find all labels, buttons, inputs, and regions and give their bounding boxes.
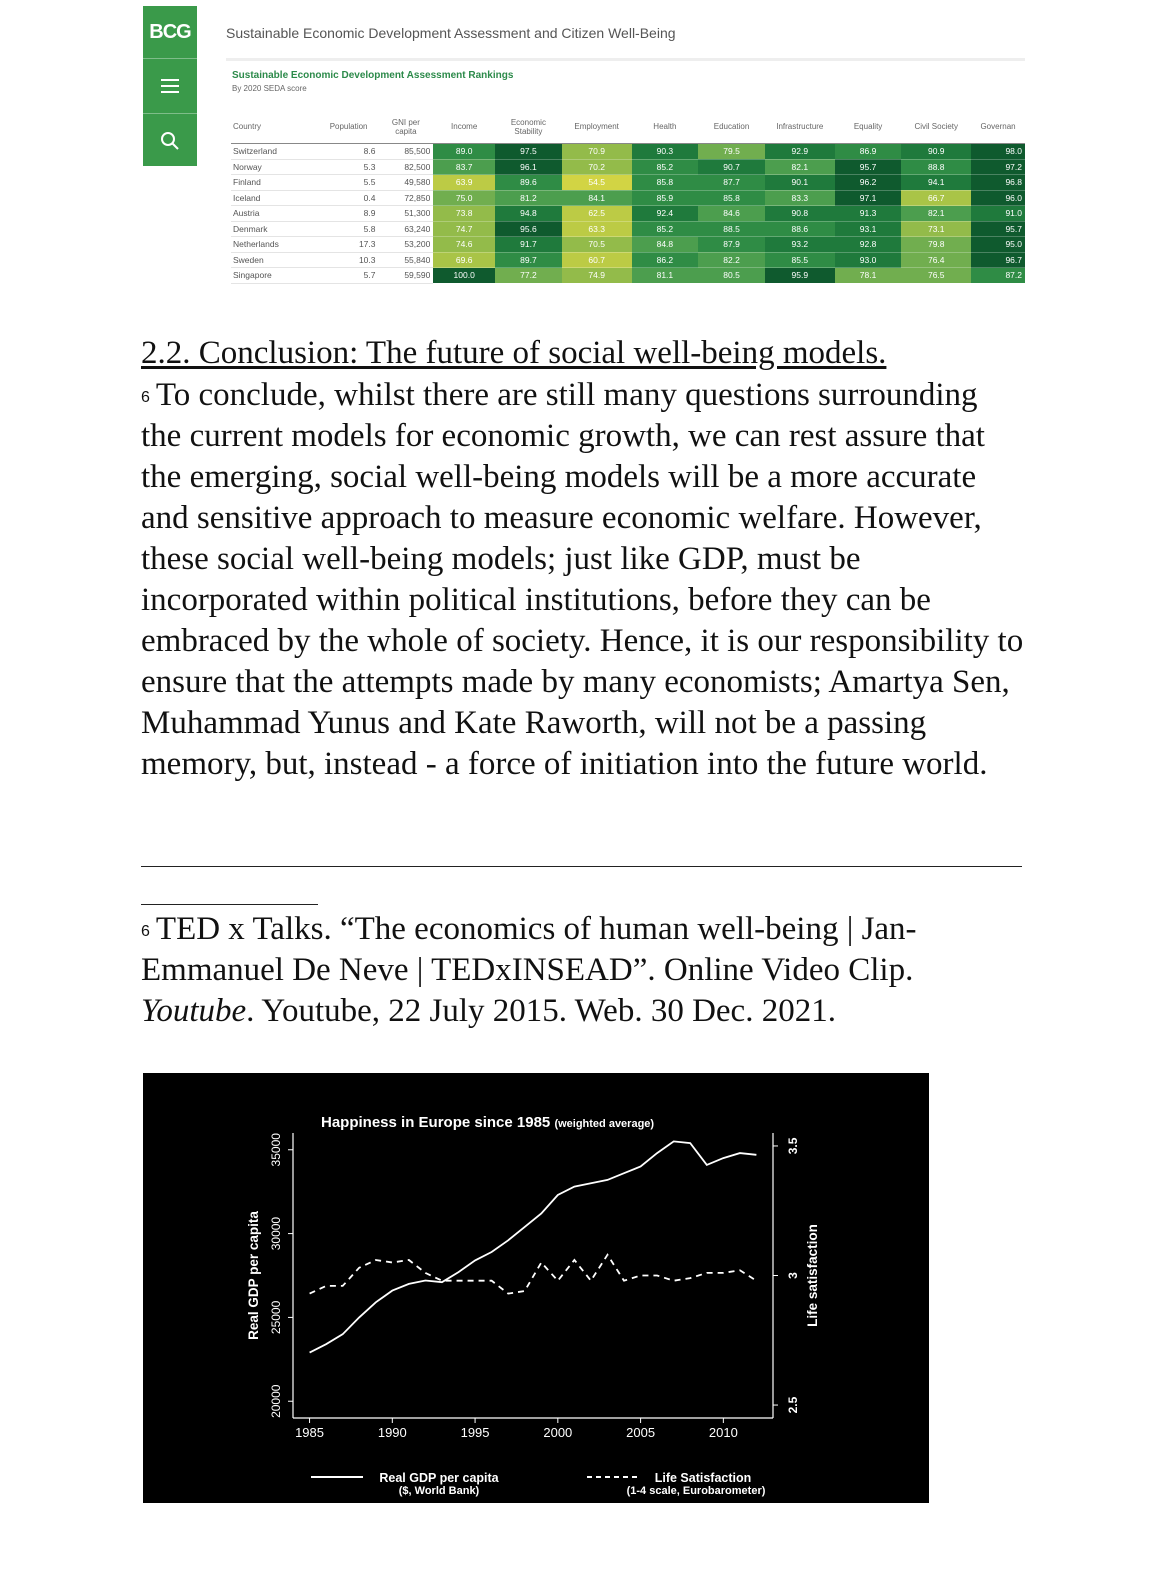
- cell-country: Austria: [231, 206, 319, 222]
- cell-score: 85.8: [632, 175, 699, 191]
- cell-gni: 85,500: [379, 144, 434, 160]
- x-tick-label: 2000: [543, 1425, 573, 1440]
- col-population[interactable]: Population: [329, 122, 368, 131]
- cell-score: 91.7: [495, 237, 562, 253]
- footnote-text: TED x Talks. “The economics of human well-being | Jan-Emmanuel De Neve | TEDxINSEAD”. Online Video Clip.: [141, 911, 917, 988]
- section-divider: [141, 866, 1022, 867]
- cell-score: 96.2: [835, 175, 902, 191]
- col-gni[interactable]: [379, 110, 434, 144]
- cell-score: 85.5: [765, 252, 835, 268]
- cell-population: 5.8: [319, 221, 379, 237]
- bcg-logo: BCG: [149, 20, 191, 43]
- col-economic-stability[interactable]: [495, 110, 562, 144]
- table-row: [231, 175, 1025, 191]
- bcg-sidebar: [143, 6, 197, 166]
- cell-gni: 55,840: [379, 252, 434, 268]
- cell-score: 97.2: [971, 159, 1025, 175]
- cell-score: 63.3: [562, 221, 632, 237]
- cell-country: Iceland: [231, 190, 319, 206]
- legend-gdp-line2: ($, World Bank): [398, 1485, 480, 1497]
- cell-score: 98.0: [971, 144, 1025, 160]
- cell-population: 0.4: [319, 190, 379, 206]
- table-row: [231, 237, 1025, 253]
- cell-country: Sweden: [231, 252, 319, 268]
- y-right-tick-label: 3.5: [786, 1137, 800, 1155]
- y-left-tick-label: 30000: [269, 1216, 283, 1251]
- table-row: [231, 159, 1025, 175]
- cell-score: 85.2: [632, 159, 699, 175]
- cell-gni: 82,500: [379, 159, 434, 175]
- cell-score: 90.3: [632, 144, 699, 160]
- table-body: [231, 144, 1025, 284]
- cell-score: 73.8: [433, 206, 495, 222]
- cell-score: 91.0: [971, 206, 1025, 222]
- cell-gni: 51,300: [379, 206, 434, 222]
- section-heading: 2.2. Conclusion: The future of social well-being models.: [141, 335, 887, 371]
- cell-score: 74.6: [433, 237, 495, 253]
- footnote-divider: [141, 904, 318, 905]
- conclusion-paragraph: [141, 375, 1026, 785]
- table-header-row: [231, 110, 1025, 144]
- cell-score: 74.7: [433, 221, 495, 237]
- cell-country: Netherlands: [231, 237, 319, 253]
- cell-score: 93.2: [765, 237, 835, 253]
- cell-score: 91.3: [835, 206, 902, 222]
- cell-population: 5.5: [319, 175, 379, 191]
- cell-score: 90.7: [698, 159, 765, 175]
- cell-score: 83.7: [433, 159, 495, 175]
- y-right-tick-label: 2.5: [786, 1396, 800, 1414]
- cell-country: Denmark: [231, 221, 319, 237]
- cell-score: 86.9: [835, 144, 902, 160]
- cell-country: Switzerland: [231, 144, 319, 160]
- cell-score: 93.0: [835, 252, 902, 268]
- col-gni-line2: capita: [395, 126, 417, 136]
- cell-score: 85.8: [698, 190, 765, 206]
- y-left-tick-label: 20000: [269, 1384, 283, 1418]
- cell-score: 60.7: [562, 252, 632, 268]
- footnote-marker: 6: [141, 389, 150, 406]
- cell-score: 90.9: [901, 144, 971, 160]
- cell-score: 80.5: [698, 268, 765, 284]
- cell-score: 96.1: [495, 159, 562, 175]
- cell-score: 95.0: [971, 237, 1025, 253]
- chart-legend: [311, 1471, 766, 1497]
- gdp-line: [310, 1141, 757, 1352]
- cell-score: 84.6: [698, 206, 765, 222]
- cell-population: 8.6: [319, 144, 379, 160]
- cell-score: 84.8: [632, 237, 699, 253]
- cell-score: 96.8: [971, 175, 1025, 191]
- col-health[interactable]: Health: [653, 122, 677, 131]
- col-econ-line1: Economic: [510, 117, 546, 127]
- cell-gni: 53,200: [379, 237, 434, 253]
- col-employment[interactable]: Employment: [574, 122, 619, 131]
- cell-score: 89.0: [433, 144, 495, 160]
- x-tick-label: 2010: [708, 1425, 738, 1440]
- cell-population: 17.3: [319, 237, 379, 253]
- y-right-axis-title: Life satisfaction: [805, 1224, 820, 1327]
- y-left-axis-title: Real GDP per capita: [246, 1211, 261, 1340]
- cell-population: 10.3: [319, 252, 379, 268]
- cell-country: Norway: [231, 159, 319, 175]
- cell-population: 8.9: [319, 206, 379, 222]
- cell-score: 54.5: [562, 175, 632, 191]
- cell-score: 94.1: [901, 175, 971, 191]
- y-left-tick-label: 35000: [269, 1133, 283, 1167]
- cell-score: 70.2: [562, 159, 632, 175]
- cell-score: 90.1: [765, 175, 835, 191]
- cell-score: 82.1: [901, 206, 971, 222]
- cell-score: 90.8: [765, 206, 835, 222]
- cell-score: 74.9: [562, 268, 632, 284]
- cell-country: Singapore: [231, 268, 319, 284]
- cell-score: 95.7: [835, 159, 902, 175]
- y-right-tick-label: 3: [786, 1272, 800, 1279]
- col-civil-society[interactable]: Civil Society: [914, 122, 959, 131]
- cell-score: 95.6: [495, 221, 562, 237]
- footnote-text-end: . Youtube, 22 July 2015. Web. 30 Dec. 2021.: [246, 993, 836, 1029]
- cell-score: 87.9: [698, 237, 765, 253]
- hamburger-menu-icon[interactable]: [143, 58, 197, 113]
- cell-score: 89.6: [495, 175, 562, 191]
- cell-score: 92.8: [835, 237, 902, 253]
- table-row: [231, 206, 1025, 222]
- cell-score: 76.4: [901, 252, 971, 268]
- x-tick-label: 1990: [377, 1425, 407, 1440]
- life-satisfaction-line: [310, 1255, 757, 1294]
- cell-score: 96.0: [971, 190, 1025, 206]
- cell-gni: 63,240: [379, 221, 434, 237]
- cell-score: 79.8: [901, 237, 971, 253]
- search-icon[interactable]: [143, 113, 197, 168]
- bcg-screenshot: [143, 0, 1025, 300]
- cell-score: 78.1: [835, 268, 902, 284]
- cell-score: 81.1: [632, 268, 699, 284]
- happiness-chart: [143, 1073, 929, 1503]
- col-equality[interactable]: Equality: [853, 122, 883, 131]
- cell-gni: 59,590: [379, 268, 434, 284]
- cell-score: 79.5: [698, 144, 765, 160]
- cell-score: 63.9: [433, 175, 495, 191]
- cell-score: 96.7: [971, 252, 1025, 268]
- cell-score: 100.0: [433, 268, 495, 284]
- chart-lines: [310, 1141, 757, 1352]
- seda-rankings-table: [231, 110, 1025, 284]
- cell-score: 97.5: [495, 144, 562, 160]
- cell-score: 70.9: [562, 144, 632, 160]
- cell-score: 87.2: [971, 268, 1025, 284]
- col-econ-line2: Stability: [514, 126, 543, 136]
- table-row: [231, 190, 1025, 206]
- col-income[interactable]: Income: [451, 122, 478, 131]
- cell-score: 87.7: [698, 175, 765, 191]
- cell-score: 66.7: [901, 190, 971, 206]
- table-row: [231, 252, 1025, 268]
- footnote: [141, 909, 1026, 1032]
- col-infrastructure[interactable]: Infrastructure: [776, 122, 824, 131]
- cell-score: 88.6: [765, 221, 835, 237]
- title-divider: [226, 58, 1025, 61]
- y-left-tick-label: 25000: [269, 1300, 283, 1335]
- col-governance[interactable]: Governan: [980, 122, 1016, 131]
- cell-population: 5.3: [319, 159, 379, 175]
- chart-svg: [143, 1073, 929, 1503]
- cell-score: 97.1: [835, 190, 902, 206]
- table-row: [231, 268, 1025, 284]
- cell-score: 85.9: [632, 190, 699, 206]
- chart-title: Happiness in Europe since 1985 (weighted average): [321, 1114, 655, 1131]
- cell-score: 69.6: [433, 252, 495, 268]
- cell-score: 86.2: [632, 252, 699, 268]
- cell-score: 62.5: [562, 206, 632, 222]
- x-tick-label: 1995: [460, 1425, 490, 1440]
- cell-score: 81.2: [495, 190, 562, 206]
- cell-score: 89.7: [495, 252, 562, 268]
- col-education[interactable]: Education: [713, 122, 750, 131]
- footnote-number: 6: [141, 923, 150, 940]
- paragraph-text: To conclude, whilst there are still many questions surrounding the current models for economic growth, we can rest assure that the emerging, social well-being models will be a more accurate and sensitive approach to measure economic welfare. However, these social well-being models; just like GDP, must be incorporated within political institutions, before they can be embraced by the whole of society. Hence, it is our responsibility to ensure that the attempts made by many economists; Amartya Sen, Muhammad Yunus and Kate Raworth, will not be a passing memory, but, instead - a force of initiation into the future world.: [141, 377, 1024, 782]
- app-title: Sustainable Economic Development Assessment and Citizen Well-Being: [226, 25, 676, 41]
- rankings-title: Sustainable Economic Development Assessment Rankings: [232, 70, 514, 81]
- cell-score: 73.1: [901, 221, 971, 237]
- cell-score: 88.5: [698, 221, 765, 237]
- x-tick-label: 1985: [295, 1425, 325, 1440]
- table-row: [231, 221, 1025, 237]
- cell-score: 94.8: [495, 206, 562, 222]
- cell-score: 70.5: [562, 237, 632, 253]
- col-country[interactable]: Country: [233, 122, 262, 131]
- table-row: [231, 144, 1025, 160]
- cell-score: 95.9: [765, 268, 835, 284]
- cell-score: 83.3: [765, 190, 835, 206]
- cell-gni: 72,850: [379, 190, 434, 206]
- cell-country: Finland: [231, 175, 319, 191]
- cell-score: 92.9: [765, 144, 835, 160]
- cell-score: 92.4: [632, 206, 699, 222]
- col-gni-line1: GNI per: [391, 117, 420, 127]
- cell-score: 75.0: [433, 190, 495, 206]
- cell-score: 84.1: [562, 190, 632, 206]
- cell-score: 95.7: [971, 221, 1025, 237]
- legend-gdp-line1: Real GDP per capita: [379, 1471, 499, 1485]
- cell-score: 85.2: [632, 221, 699, 237]
- footnote-source-italic: Youtube: [141, 993, 247, 1029]
- legend-ls-line1: Life Satisfaction: [654, 1471, 752, 1485]
- cell-population: 5.7: [319, 268, 379, 284]
- cell-score: 82.1: [765, 159, 835, 175]
- cell-gni: 49,580: [379, 175, 434, 191]
- cell-score: 77.2: [495, 268, 562, 284]
- cell-score: 93.1: [835, 221, 902, 237]
- legend-ls-line2: (1-4 scale, Eurobarometer): [626, 1485, 766, 1497]
- cell-score: 76.5: [901, 268, 971, 284]
- x-tick-label: 2005: [626, 1425, 656, 1440]
- rankings-subtitle: By 2020 SEDA score: [232, 84, 307, 93]
- cell-score: 82.2: [698, 252, 765, 268]
- cell-score: 88.8: [901, 159, 971, 175]
